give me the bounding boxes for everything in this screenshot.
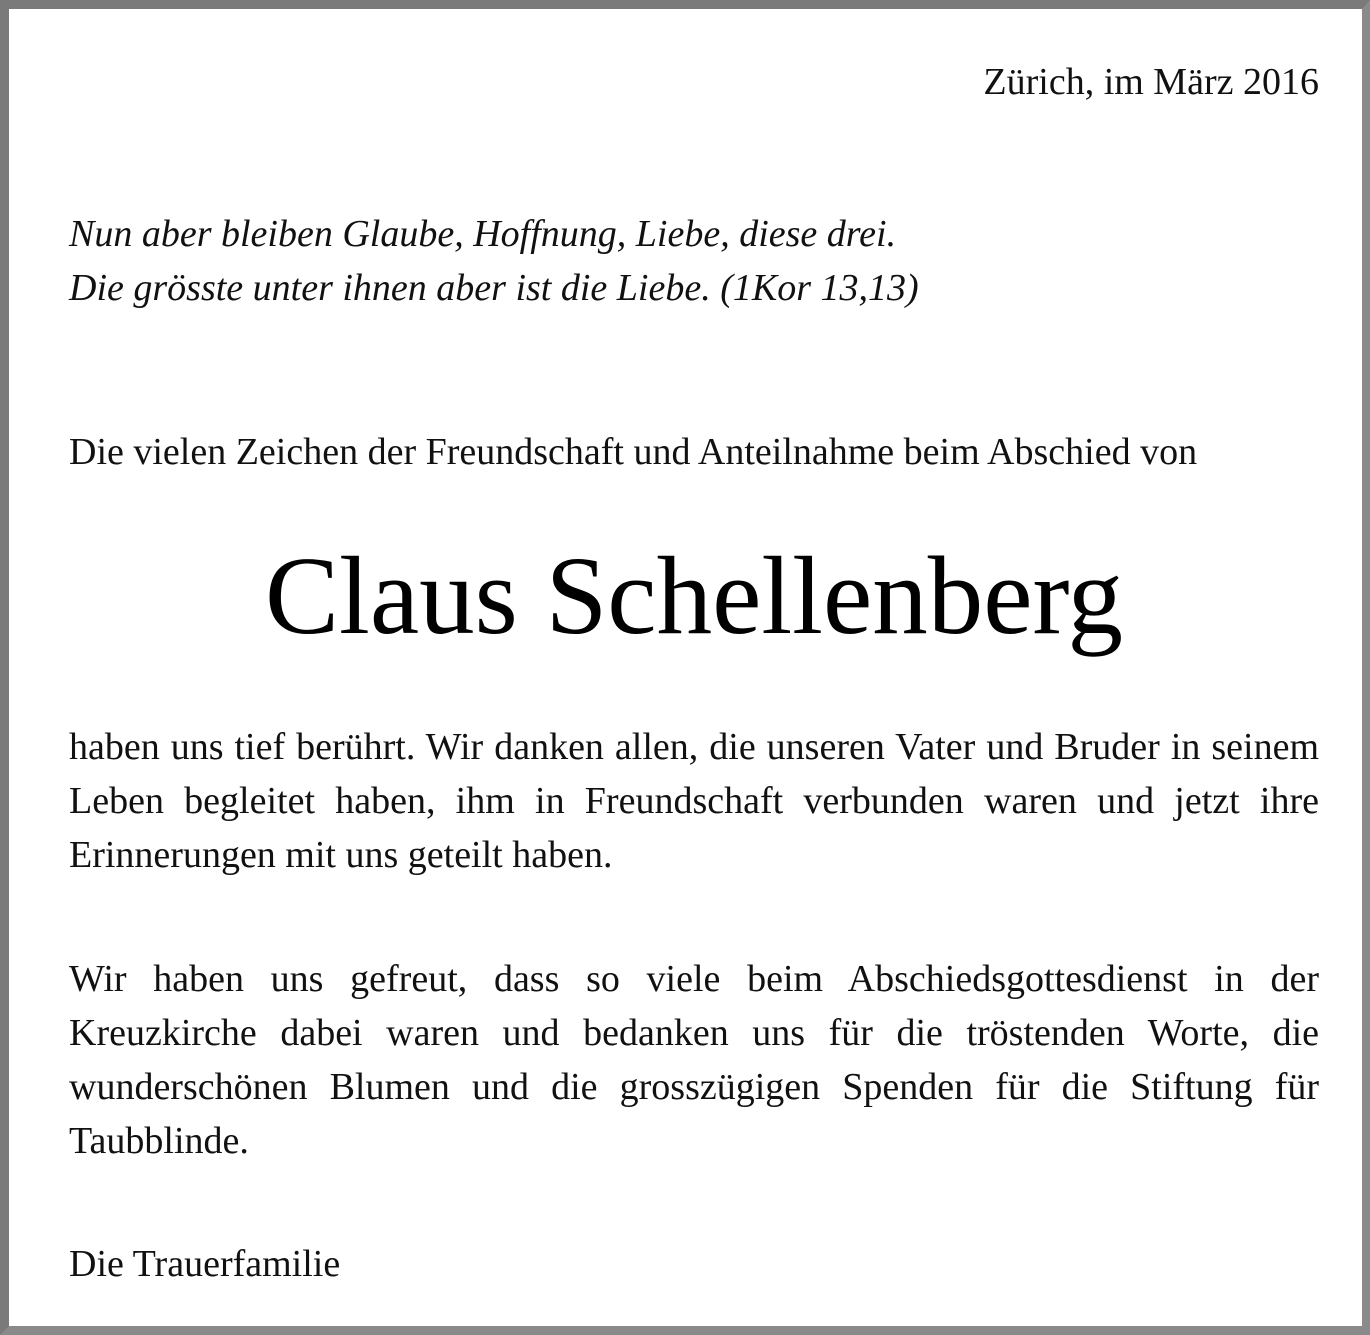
deceased-name: Claus Schellenberg [264,535,1124,658]
intro-text: Die vielen Zeichen der Freundschaft und Anteilnahme beim Abschied von [69,431,1198,473]
signoff: Die Trauerfamilie [69,1243,341,1285]
thanks-paragraph-1: haben uns tief berührt. Wir danken allen, die unseren Vater und Bruder in seinem Leben begleitet haben, ihm in Freundschaft verbunden waren und jetzt ihre Erinnerungen mit uns geteilt haben. [69,726,1319,876]
notice-date: Zürich, im März 2016 [983,61,1319,103]
bible-verse [69,207,1319,315]
bible-verse-line-1: Nun aber bleiben Glaube, Hoffnung, Liebe, diese drei. [69,213,897,255]
bible-verse-line-2: Die grösste unter ihnen aber ist die Liebe. (1Kor 13,13) [69,267,919,309]
thanks-paragraph-2: Wir haben uns gefreut, dass so viele beim Abschiedsgottesdienst in der Kreuzkirche dabei waren und bedanken uns für die tröstenden Worte, die wunderschönen Blumen und die grosszügigen Spenden für die Stiftung für Taubblinde. [69,958,1319,1162]
